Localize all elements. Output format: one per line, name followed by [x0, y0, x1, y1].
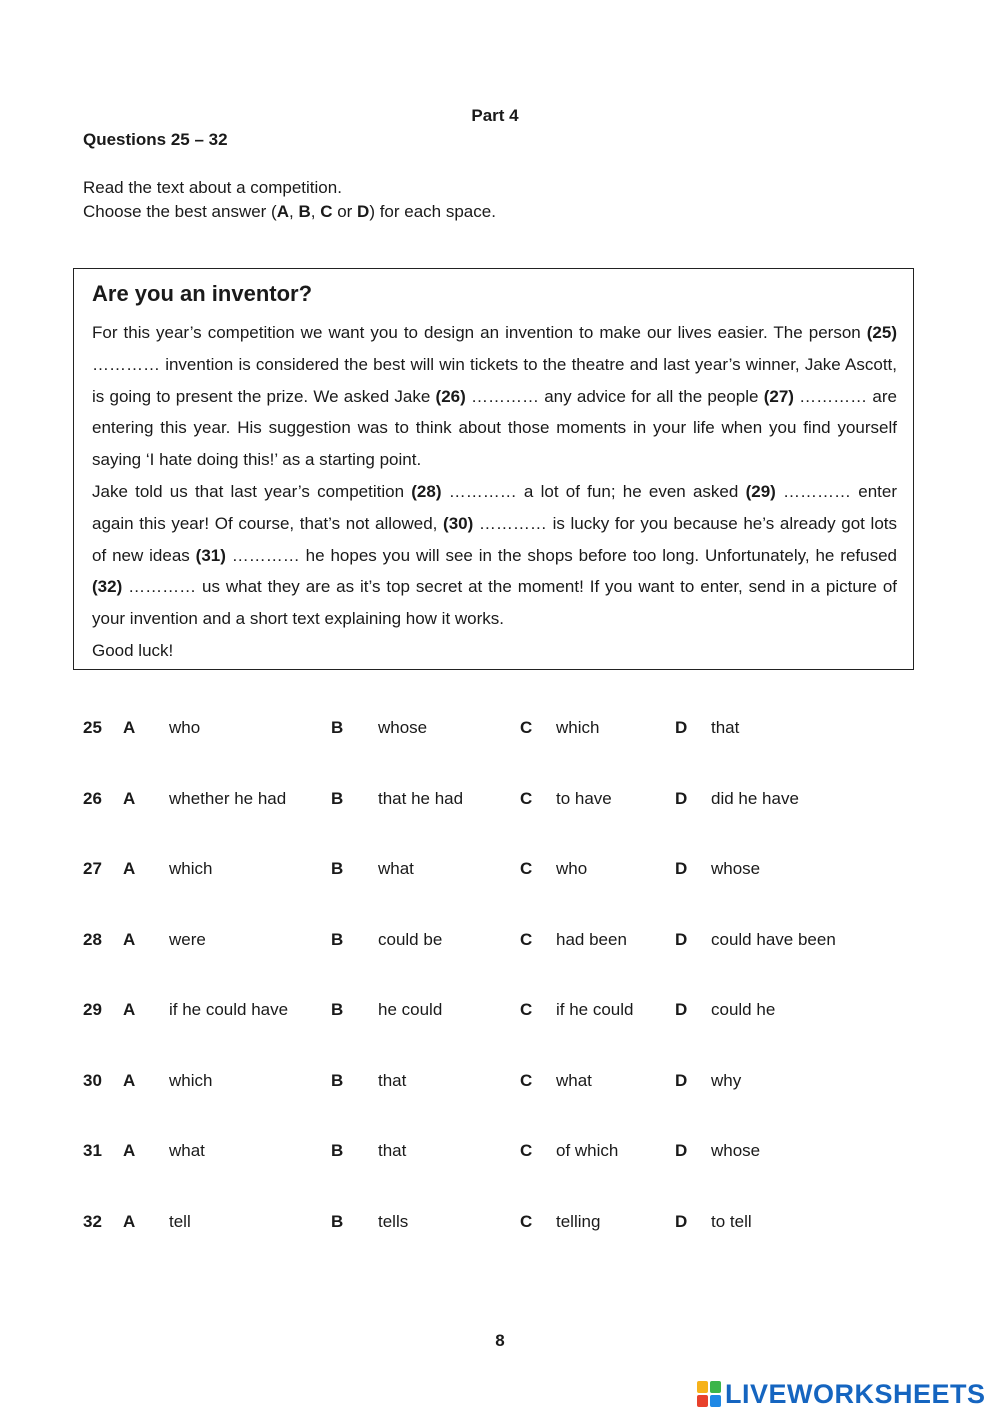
- passage-text: ………… are entering this year. His suggestion was to think about those moments in your life when you find yourself saying ‘I hate doing this!’ as a starting point.: [92, 386, 897, 470]
- option-letter-d: D: [675, 859, 688, 878]
- question-number: 30: [83, 1070, 102, 1090]
- passage-body: [92, 317, 897, 667]
- option-d[interactable]: that: [711, 718, 740, 737]
- question-number: 27: [83, 859, 102, 878]
- passage-text: ………… invention is considered the best will win tickets to the theatre and last year’s winner, Jake Ascott, is going to present the prize. We asked Jake: [92, 354, 897, 406]
- option-b[interactable]: whose: [378, 718, 428, 737]
- question-number: 32: [83, 1211, 102, 1231]
- option-letter-a: A: [123, 929, 136, 949]
- option-d[interactable]: to tell: [711, 1211, 752, 1231]
- option-a[interactable]: whether he had: [169, 788, 287, 808]
- passage-paragraph-2: [92, 476, 897, 635]
- option-a[interactable]: if he could have: [169, 1000, 289, 1019]
- option-b[interactable]: that he had: [378, 788, 464, 808]
- option-letter-d: D: [675, 788, 688, 808]
- passage-text: ………… is lucky for you because he’s already got lots of new ideas: [92, 513, 898, 565]
- passage-text: ………… us what they are as it’s top secret at the moment! If you want to enter, send in a picture of your invention and a short text explaining how it works.: [92, 577, 897, 629]
- option-letter-a: A: [123, 1000, 136, 1019]
- option-letter-b: B: [331, 1141, 344, 1160]
- gap-28: (28): [411, 481, 442, 501]
- option-letter-c: C: [520, 1141, 533, 1160]
- option-d[interactable]: whose: [711, 859, 761, 878]
- passage-text: ………… a lot of fun; he even asked: [441, 481, 746, 501]
- option-letter-d: D: [675, 1141, 688, 1160]
- option-letter-d: D: [675, 929, 688, 949]
- instruction-sep: or: [332, 202, 358, 221]
- option-letter-c: C: [520, 1070, 533, 1090]
- option-b[interactable]: he could: [378, 1000, 443, 1019]
- option-letter-a: A: [123, 788, 136, 808]
- option-c[interactable]: who: [556, 859, 588, 878]
- instruction-text: ) for each space.: [369, 202, 496, 221]
- gap-31: (31): [195, 545, 226, 565]
- passage-text: Jake told us that last year’s competition: [92, 481, 412, 501]
- option-a[interactable]: which: [169, 1070, 213, 1090]
- passage-text: ………… any advice for all the people: [465, 386, 764, 406]
- question-number: 31: [83, 1141, 102, 1160]
- option-a[interactable]: who: [169, 718, 201, 737]
- question-row-27: [0, 851, 1000, 887]
- question-row-25: [0, 710, 1000, 746]
- passage-paragraph-3: Good luck!: [92, 640, 174, 660]
- instruction-line-2: [83, 200, 496, 224]
- passage-text: ………… enter again this year! Of course, that’s not allowed,: [92, 481, 898, 533]
- option-letter-a: A: [123, 859, 136, 878]
- question-row-26: [0, 781, 1000, 817]
- instruction-line-1: Read the text about a competition.: [83, 178, 342, 197]
- question-row-31: [0, 1133, 1000, 1169]
- letter-a: A: [276, 202, 289, 221]
- question-row-28: [0, 922, 1000, 958]
- passage-text: ………… he hopes you will see in the shops before too long. Unfortunately, he refused: [225, 545, 897, 565]
- gap-30: (30): [443, 513, 474, 533]
- passage-text: For this year’s competition we want you to design an invention to make our lives easier. The person: [92, 323, 867, 342]
- instructions: [83, 176, 496, 224]
- option-letter-b: B: [331, 1070, 344, 1090]
- gap-27: (27): [763, 386, 794, 406]
- option-letter-a: A: [123, 1141, 136, 1160]
- option-letter-c: C: [520, 929, 533, 949]
- option-a[interactable]: what: [169, 1141, 205, 1160]
- question-row-32: [0, 1204, 1000, 1240]
- part-title: Part 4: [471, 106, 519, 125]
- option-c[interactable]: to have: [556, 788, 612, 808]
- passage-box: [73, 268, 914, 670]
- question-row-29: [0, 992, 1000, 1028]
- option-a[interactable]: which: [169, 859, 213, 878]
- option-d[interactable]: why: [711, 1070, 742, 1090]
- letter-b: B: [298, 202, 311, 221]
- option-letter-d: D: [675, 718, 688, 737]
- instruction-text: Choose the best answer (: [83, 202, 277, 221]
- option-letter-c: C: [520, 1000, 533, 1019]
- option-c[interactable]: if he could: [556, 1000, 634, 1019]
- option-b[interactable]: could be: [378, 929, 443, 949]
- gap-26: (26): [435, 386, 466, 406]
- option-a[interactable]: were: [169, 929, 206, 949]
- page-number: 8: [495, 1331, 505, 1350]
- liveworksheets-logo-icon: [697, 1381, 721, 1407]
- option-letter-a: A: [123, 1070, 136, 1090]
- option-b[interactable]: that: [378, 1070, 407, 1090]
- option-letter-b: B: [331, 788, 344, 808]
- option-c[interactable]: telling: [556, 1211, 601, 1231]
- gap-32: (32): [92, 577, 123, 597]
- question-number: 29: [83, 1000, 102, 1019]
- option-b[interactable]: what: [378, 859, 414, 878]
- gap-25: (25): [866, 323, 897, 342]
- option-b[interactable]: tells: [378, 1211, 409, 1231]
- option-letter-a: A: [123, 1211, 136, 1231]
- question-number: 28: [83, 929, 102, 949]
- gap-29: (29): [745, 481, 776, 501]
- option-letter-a: A: [123, 718, 136, 737]
- option-letter-c: C: [520, 1211, 533, 1231]
- question-number: 25: [83, 718, 102, 737]
- questions-heading: Questions 25 – 32: [83, 130, 228, 149]
- passage-paragraph-1: [92, 317, 897, 476]
- option-letter-c: C: [520, 788, 533, 808]
- instruction-sep: ,: [310, 202, 321, 221]
- option-c[interactable]: which: [556, 718, 600, 737]
- option-d[interactable]: could he: [711, 1000, 776, 1019]
- option-letter-d: D: [675, 1211, 688, 1231]
- instruction-sep: ,: [289, 202, 299, 221]
- option-d[interactable]: did he have: [711, 788, 799, 808]
- option-d[interactable]: could have been: [711, 929, 836, 949]
- option-letter-b: B: [331, 929, 344, 949]
- option-c[interactable]: of which: [556, 1141, 619, 1160]
- liveworksheets-logo: [697, 1378, 986, 1410]
- option-c[interactable]: had been: [556, 929, 627, 949]
- option-letter-c: C: [520, 718, 533, 737]
- option-letter-b: B: [331, 718, 344, 737]
- option-b[interactable]: that: [378, 1141, 407, 1160]
- option-d[interactable]: whose: [711, 1141, 761, 1160]
- liveworksheets-logo-text: LIVEWORKSHEETS: [725, 1378, 986, 1409]
- option-letter-d: D: [675, 1000, 688, 1019]
- question-row-30: [0, 1063, 1000, 1099]
- letter-c: C: [320, 202, 333, 221]
- letter-d: D: [357, 202, 370, 221]
- option-c[interactable]: what: [556, 1070, 592, 1090]
- option-letter-b: B: [331, 1211, 344, 1231]
- question-number: 26: [83, 788, 102, 808]
- option-a[interactable]: tell: [169, 1211, 191, 1231]
- option-letter-b: B: [331, 1000, 344, 1019]
- option-letter-d: D: [675, 1070, 688, 1090]
- passage-title: Are you an inventor?: [92, 281, 313, 306]
- option-letter-c: C: [520, 859, 533, 878]
- option-letter-b: B: [331, 859, 344, 878]
